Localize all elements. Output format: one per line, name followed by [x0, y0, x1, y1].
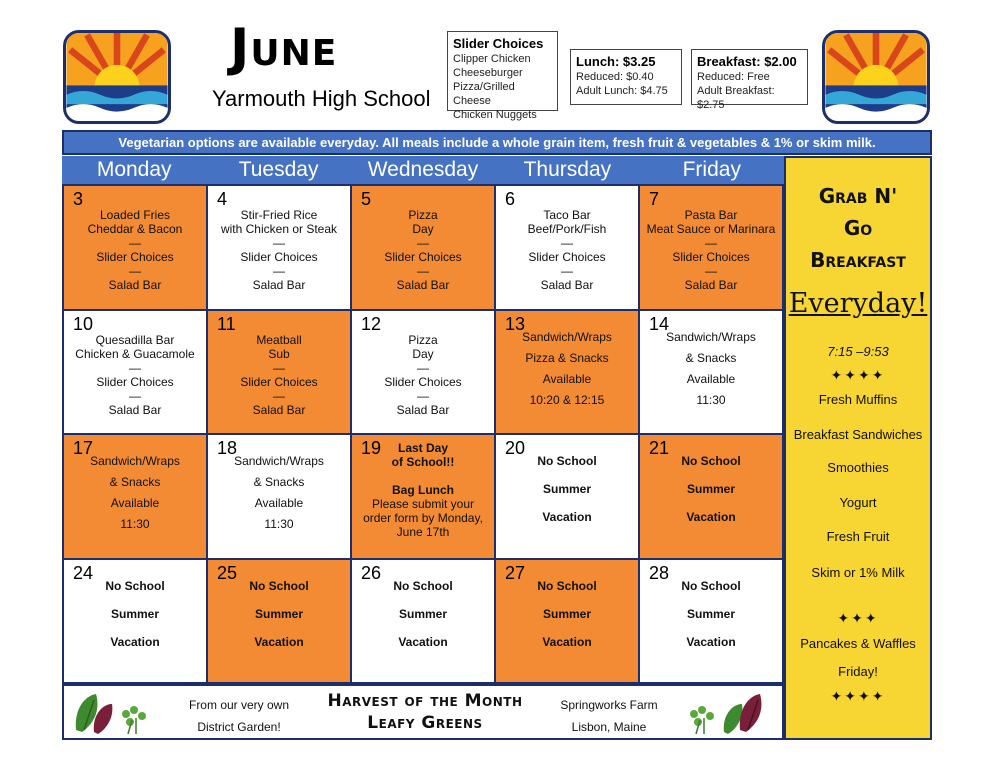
slider-choice-item: Chicken Nuggets — [453, 109, 537, 121]
diamond-divider: ✦✦✦ — [837, 610, 879, 626]
menu-line: Slider Choices — [528, 250, 606, 264]
weekday-label: Friday — [682, 158, 741, 181]
menu-line: — — [273, 360, 285, 375]
menu-line: Meatball — [256, 332, 302, 347]
harvest-subtitle: Leafy Greens — [367, 713, 483, 733]
breakfast-reduced-price: Reduced: Free — [697, 71, 770, 83]
menu-line: of School!! — [391, 455, 455, 469]
menu-item-pancakes: Pancakes & Waffles — [800, 636, 916, 651]
menu-line: Salad Bar — [252, 278, 306, 292]
menu-text — [212, 451, 346, 535]
calendar-day-cell — [496, 435, 638, 558]
menu-line: Available — [686, 371, 736, 386]
day-number: 18 — [217, 438, 238, 458]
calendar-day-cell — [64, 311, 206, 434]
menu-text — [500, 447, 634, 531]
menu-line: Summer — [542, 606, 592, 621]
leafy-greens-icon — [70, 690, 150, 736]
menu-line: — — [561, 264, 573, 278]
menu-text — [212, 333, 346, 417]
grab-n-go-heading — [786, 180, 930, 276]
menu-line: Salad Bar — [684, 278, 738, 292]
menu-item-yogurt: Yogurt — [839, 495, 877, 510]
menu-line: — — [705, 264, 717, 278]
harvest-title — [309, 690, 541, 734]
menu-line: No School — [537, 578, 597, 593]
school-logo-left — [63, 30, 171, 124]
menu-line: — — [417, 388, 429, 403]
menu-text — [644, 447, 778, 531]
menu-line: Summer — [686, 482, 736, 496]
slider-choices-box — [447, 31, 558, 121]
day-number: 21 — [649, 438, 670, 458]
menu-line: Vacation — [542, 510, 592, 524]
menu-line: — — [417, 264, 429, 278]
menu-text — [212, 572, 346, 656]
menu-line: Available — [542, 371, 592, 386]
slider-choice-item: Cheeseburger — [453, 67, 523, 79]
menu-line: Vacation — [110, 634, 160, 649]
menu-line: Slider Choices — [240, 250, 318, 264]
vegetarian-banner: Vegetarian options are available everyday. All meals include a whole grain item, fresh fruit & vegetables & 1% or skim milk. — [62, 130, 932, 155]
grab-n-go-breakfast-panel — [784, 156, 932, 740]
menu-line: Stir-Fried Rice — [240, 208, 318, 222]
menu-line: 11:30 — [120, 517, 150, 531]
menu-line: Salad Bar — [252, 402, 306, 417]
calendar-day-cell — [352, 186, 494, 309]
harvest-left-line: District Garden! — [197, 720, 281, 734]
menu-text — [644, 208, 778, 292]
calendar-day-cell — [352, 435, 494, 558]
calendar-day-cell — [208, 560, 350, 683]
menu-text — [356, 441, 490, 539]
menu-line: Vacation — [686, 510, 736, 524]
heading-line: Grab N' — [818, 184, 898, 208]
calendar-day-cell — [64, 186, 206, 309]
menu-line: Salad Bar — [396, 402, 450, 417]
menu-line: order form by Monday, — [363, 511, 483, 525]
menu-line: — — [417, 236, 429, 250]
menu-line: No School — [249, 578, 309, 593]
menu-line: — — [129, 264, 141, 278]
menu-line: Please submit your — [371, 497, 475, 511]
menu-line: No School — [105, 578, 165, 593]
menu-line: No School — [537, 454, 597, 468]
menu-line: Day — [412, 346, 434, 361]
menu-text — [500, 572, 634, 656]
menu-line: Chicken & Guacamole — [75, 346, 195, 361]
weekday-label: Wednesday — [367, 158, 479, 181]
menu-line: — — [273, 388, 285, 403]
menu-text — [356, 333, 490, 417]
menu-line: Sandwich/Wraps — [666, 329, 756, 344]
menu-line: & Snacks — [253, 475, 305, 489]
calendar-day-cell — [496, 560, 638, 683]
menu-item-friday: Friday! — [838, 664, 878, 679]
harvest-farm-location: Lisbon, Maine — [571, 720, 647, 734]
menu-line: Pasta Bar — [684, 208, 738, 222]
menu-line: Slider Choices — [240, 374, 318, 389]
menu-line: Vacation — [686, 634, 736, 649]
breakfast-price-box — [691, 49, 808, 111]
calendar-day-cell — [64, 435, 206, 558]
day-number: 25 — [217, 562, 238, 583]
menu-line: Slider Choices — [672, 250, 750, 264]
day-number: 14 — [649, 313, 670, 334]
menu-line: — — [417, 360, 429, 375]
weekday-label: Thursday — [523, 158, 612, 181]
menu-item-muffins: Fresh Muffins — [818, 392, 898, 407]
menu-line: — — [273, 264, 285, 278]
harvest-title-line: Harvest of the Month — [327, 691, 523, 711]
slider-choices-title: Slider Choices — [453, 36, 544, 51]
menu-line: Salad Bar — [540, 278, 594, 292]
calendar-day-cell — [496, 186, 638, 309]
menu-line: Meat Sauce or Marinara — [646, 222, 776, 236]
menu-line: Summer — [542, 482, 592, 496]
menu-line: Salad Bar — [108, 278, 162, 292]
day-number: 17 — [73, 438, 94, 458]
day-number: 5 — [361, 189, 372, 209]
day-number: 19 — [361, 438, 382, 458]
calendar-day-cell — [640, 560, 782, 683]
menu-line: Vacation — [398, 634, 448, 649]
school-logo-right — [822, 30, 930, 124]
menu-line: — — [705, 236, 717, 250]
menu-item-sandwiches: Breakfast Sandwiches — [793, 427, 923, 442]
breakfast-time: 7:15 –9:53 — [827, 344, 889, 359]
menu-text — [68, 572, 202, 656]
menu-line: Slider Choices — [96, 374, 174, 389]
menu-line: Last Day — [397, 441, 449, 455]
menu-line: — — [273, 236, 285, 250]
menu-line: June 17th — [396, 525, 450, 539]
menu-item-milk: Skim or 1% Milk — [811, 565, 905, 580]
leafy-greens-icon — [686, 690, 766, 736]
calendar-day-cell — [64, 560, 206, 683]
menu-line: & Snacks — [109, 475, 161, 489]
menu-line: Day — [412, 222, 434, 236]
menu-line: Available — [254, 496, 304, 510]
menu-line: Beef/Pork/Fish — [527, 222, 607, 236]
everyday-label: Everyday! — [788, 288, 928, 319]
menu-line: Taco Bar — [543, 208, 591, 222]
menu-line: No School — [681, 578, 741, 593]
menu-line: — — [129, 388, 141, 403]
menu-item-smoothies: Smoothies — [827, 460, 889, 475]
day-number: 4 — [217, 189, 228, 209]
menu-line: Quesadilla Bar — [95, 332, 175, 347]
menu-line: Cheddar & Bacon — [87, 222, 183, 236]
menu-line: — — [129, 236, 141, 250]
calendar-day-cell — [352, 560, 494, 683]
menu-line: — — [129, 360, 141, 375]
menu-text — [644, 572, 778, 656]
menu-line: Pizza — [408, 332, 438, 347]
day-number: 12 — [361, 313, 382, 334]
day-number: 10 — [73, 313, 94, 334]
calendar-day-cell — [208, 311, 350, 434]
menu-item-fruit: Fresh Fruit — [826, 529, 890, 544]
day-number: 3 — [73, 189, 84, 209]
lunch-price-box — [570, 49, 682, 105]
lunch-price-title: Lunch: $3.25 — [576, 54, 656, 69]
day-number: 27 — [505, 562, 526, 583]
calendar-day-cell — [640, 435, 782, 558]
calendar-day-cell — [640, 311, 782, 434]
harvest-right-text — [544, 694, 674, 738]
menu-text — [356, 572, 490, 656]
menu-line: Vacation — [254, 634, 304, 649]
menu-line: Summer — [686, 606, 736, 621]
harvest-farm-name: Springworks Farm — [560, 698, 658, 712]
harvest-left-line: From our very own — [188, 698, 290, 712]
day-number: 26 — [361, 562, 382, 583]
menu-line: No School — [393, 578, 453, 593]
heading-line: Go — [843, 216, 873, 240]
calendar-day-cell — [496, 311, 638, 434]
menu-line: Summer — [254, 606, 304, 621]
diamond-divider: ✦✦✦✦ — [830, 367, 886, 383]
menu-line: Slider Choices — [384, 374, 462, 389]
menu-line: Loaded Fries — [99, 208, 171, 222]
month-title: June — [230, 18, 338, 78]
calendar-day-cell — [640, 186, 782, 309]
harvest-left-text — [174, 694, 304, 738]
menu-line: with Chicken or Steak — [220, 222, 338, 236]
menu-text — [68, 333, 202, 417]
slider-choice-item: Clipper Chicken — [453, 53, 531, 65]
menu-line: Pizza — [408, 208, 438, 222]
menu-line: Slider Choices — [384, 250, 462, 264]
slider-choice-item: Pizza/Grilled Cheese — [453, 81, 515, 107]
calendar-day-cell — [208, 186, 350, 309]
sunset-wave-logo-icon — [66, 33, 168, 121]
menu-text — [500, 327, 634, 411]
calendar-day-cell — [352, 311, 494, 434]
menu-line: No School — [681, 454, 741, 468]
menu-line: 11:30 — [696, 392, 726, 407]
menu-text — [212, 208, 346, 292]
menu-line: Sub — [268, 346, 290, 361]
weekday-label: Monday — [96, 158, 172, 181]
menu-line: Salad Bar — [396, 278, 450, 292]
calendar-day-cell — [208, 435, 350, 558]
menu-line: 11:30 — [264, 517, 294, 531]
weekday-label: Tuesday — [238, 158, 319, 181]
menu-text — [68, 208, 202, 292]
school-name: Yarmouth High School — [212, 86, 431, 111]
menu-text — [356, 208, 490, 292]
diamond-divider: ✦✦✦✦ — [830, 688, 886, 704]
menu-line: & Snacks — [685, 350, 737, 365]
day-number: 20 — [505, 438, 526, 458]
calendar-grid — [62, 184, 784, 684]
menu-text — [500, 208, 634, 292]
menu-line: Sandwich/Wraps — [90, 454, 180, 468]
menu-line: Salad Bar — [108, 402, 162, 417]
menu-line: Sandwich/Wraps — [234, 454, 324, 468]
day-number: 28 — [649, 562, 670, 583]
day-number: 13 — [505, 313, 526, 334]
harvest-of-the-month — [62, 684, 784, 740]
breakfast-price-title: Breakfast: $2.00 — [697, 54, 797, 69]
menu-line: Slider Choices — [96, 250, 174, 264]
menu-line: Bag Lunch — [392, 483, 454, 497]
day-number: 7 — [649, 189, 660, 209]
day-number: 6 — [505, 189, 516, 209]
menu-line: Sandwich/Wraps — [522, 329, 612, 344]
menu-text — [644, 327, 778, 411]
menu-text — [68, 451, 202, 535]
sunset-wave-logo-icon — [825, 33, 927, 121]
menu-line: Summer — [110, 606, 160, 621]
menu-line: Vacation — [542, 634, 592, 649]
menu-line: — — [561, 236, 573, 250]
day-number: 24 — [73, 562, 94, 583]
lunch-adult-price: Adult Lunch: $4.75 — [576, 85, 668, 97]
menu-line: 10:20 & 12:15 — [529, 392, 605, 407]
heading-line: Breakfast — [810, 248, 906, 272]
menu-line: Available — [110, 496, 160, 510]
menu-line: Pizza & Snacks — [525, 350, 609, 365]
menu-line: Summer — [398, 606, 448, 621]
weekday-header — [62, 156, 784, 184]
lunch-reduced-price: Reduced: $0.40 — [576, 71, 654, 83]
day-number: 11 — [217, 313, 236, 334]
breakfast-adult-price: Adult Breakfast: $2.75 — [697, 85, 775, 111]
